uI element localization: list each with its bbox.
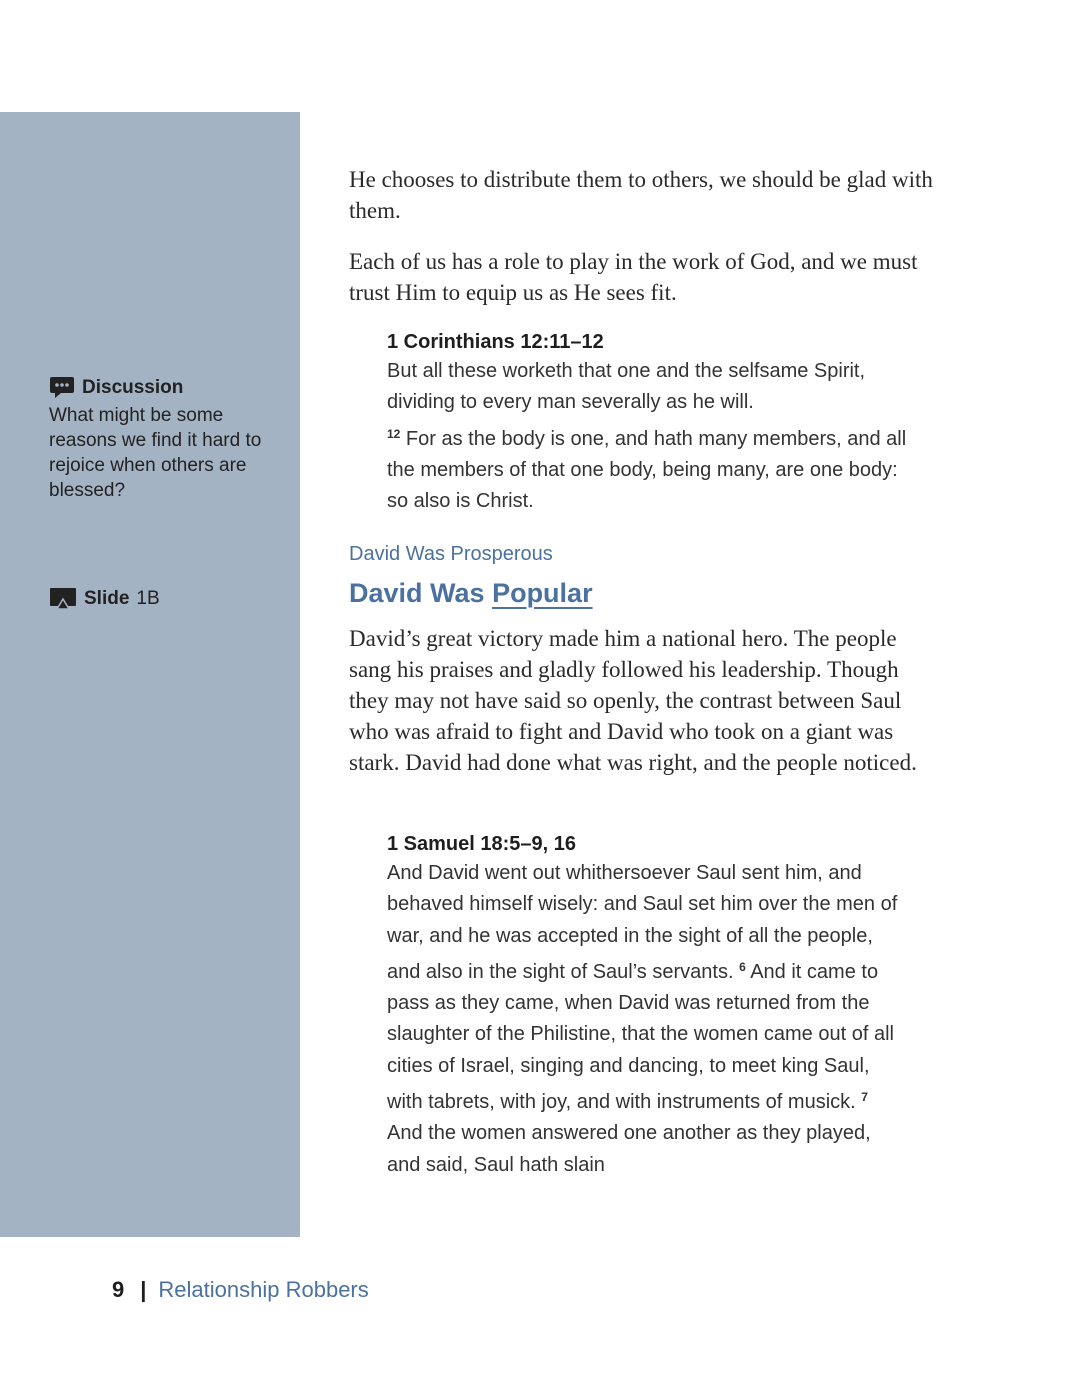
scripture-text [387,356,907,517]
heading-underlined-word: Popular [492,578,593,608]
discussion-label: Discussion [82,377,184,398]
verse-text: For as the body is one, and hath many members, and all the members of that one body, being many, are one body: so also is Christ. [387,427,907,513]
book-title: Relationship Robbers [158,1277,369,1302]
body-paragraph-3: David’s great victory made him a national hero. The people sang his praises and gladly followed his leadership. Though they may not have said so openly, the contrast between Saul who was afraid to fight and David who took on a giant was stark. David had done what was right, and the people noticed. [349,626,917,775]
verse-number: 7 [861,1090,868,1105]
slide-label: Slide [84,588,130,609]
footer-separator: | [140,1277,147,1302]
verse-number: 12 [387,426,401,441]
verse-number: 6 [739,959,746,974]
page-footer [112,1277,369,1303]
scripture-text [387,858,907,1181]
slide-header [49,587,264,611]
verse-text: And the women answered one another as they played, and said, Saul hath slain [387,1122,871,1176]
verse-text: And David went out whithersoever Saul sent him, and behaved himself wisely: and Saul set him over the men of war, and he was accepted in the sight of all the people, and also in the sight of Saul’s servants. [387,862,898,983]
scripture-reference: 1 Samuel 18:5–9, 16 [387,833,577,855]
speech-bubble-icon [49,376,75,400]
discussion-header [49,376,264,400]
scripture-block-2 [387,830,907,1181]
discussion-text: What might be some reasons we find it hard to rejoice when others are blessed? [49,405,262,501]
scripture-block-1 [387,328,907,517]
section-subheading: David Was Prosperous [349,543,553,565]
slide-number: 1B [136,588,160,609]
section-heading [349,578,593,609]
projector-screen-icon [49,587,77,611]
body-paragraph-1: He chooses to distribute them to others, we should be glad with them. [349,167,933,223]
heading-prefix: David Was [349,578,485,608]
verse-text: But all these worketh that one and the selfsame Spirit, dividing to every man severally as he will. [387,360,866,414]
scripture-reference: 1 Corinthians 12:11–12 [387,331,604,353]
slide-note [49,587,264,611]
page-number: 9 [112,1277,125,1302]
body-paragraph-2: Each of us has a role to play in the work of God, and we must trust Him to equip us as He sees fit. [349,249,918,305]
discussion-note [49,376,264,503]
sidebar-panel [0,112,300,1237]
verse-text: And it came to pass as they came, when David was returned from the slaughter of the Philistine, that the women came out of all cities of Israel, singing and dancing, to meet king Saul, with tabrets, with joy, and with instruments of musick. [387,960,894,1114]
